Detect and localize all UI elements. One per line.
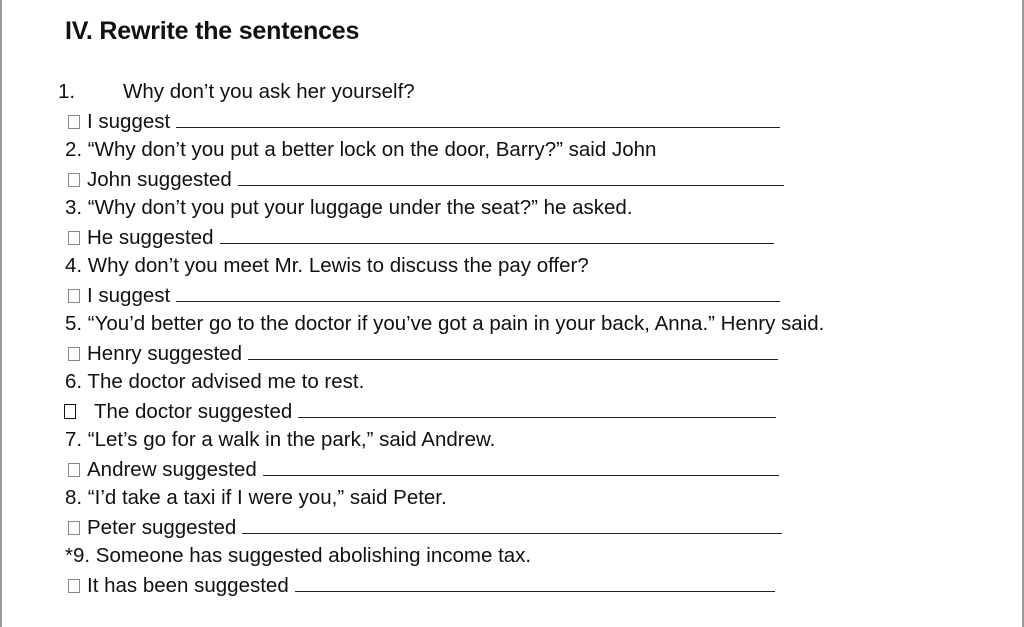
item-2-answer-blank[interactable]: [238, 166, 784, 186]
item-9-answer-line: [68, 572, 775, 599]
item-1-number: 1.: [58, 80, 76, 103]
item-9-question: *9. Someone has suggested abolishing income tax.: [65, 544, 532, 567]
checkbox-icon: [68, 115, 80, 129]
item-3-answer-line: [68, 224, 774, 251]
item-2-answer-line: [68, 166, 784, 193]
item-3-question: 3. “Why don’t you put your luggage under the seat?” he asked.: [65, 196, 633, 219]
item-5-answer-start: Henry suggested: [87, 342, 242, 365]
item-7-answer-start: Andrew suggested: [87, 458, 257, 481]
item-7-question: 7. “Let’s go for a walk in the park,” said Andrew.: [65, 428, 496, 451]
item-5-answer-blank[interactable]: [248, 340, 778, 360]
item-1-question: Why don’t you ask her yourself?: [123, 80, 415, 103]
item-8-answer-start: Peter suggested: [87, 516, 237, 539]
item-3-answer-start: He suggested: [87, 226, 214, 249]
item-2-question: 2. “Why don’t you put a better lock on the door, Barry?” said John: [65, 138, 657, 161]
item-5-answer-line: [68, 340, 778, 367]
checkbox-icon: [68, 289, 80, 303]
item-9-answer-start: It has been suggested: [87, 574, 289, 597]
checkbox-icon: [68, 173, 80, 187]
checkbox-icon: [68, 463, 80, 477]
item-6-question: 6. The doctor advised me to rest.: [65, 370, 365, 393]
item-4-answer-line: [68, 282, 780, 309]
checkbox-icon: [64, 404, 76, 419]
item-4-answer-start: I suggest: [87, 284, 171, 307]
item-6-answer-blank[interactable]: [298, 398, 776, 418]
item-1-answer-start: I suggest: [87, 110, 171, 133]
section-heading: IV. Rewrite the sentences: [65, 17, 360, 45]
item-1-answer-blank[interactable]: [176, 108, 780, 128]
item-6-answer-line: [64, 398, 776, 425]
item-1-answer-line: [68, 108, 780, 135]
item-4-question: 4. Why don’t you meet Mr. Lewis to discuss the pay offer?: [65, 254, 589, 277]
checkbox-icon: [68, 231, 80, 245]
item-8-answer-line: [68, 514, 782, 541]
item-8-answer-blank[interactable]: [242, 514, 782, 534]
item-8-question: 8. “I’d take a taxi if I were you,” said Peter.: [65, 486, 447, 509]
checkbox-icon: [68, 579, 80, 593]
checkbox-icon: [68, 347, 80, 361]
item-4-answer-blank[interactable]: [176, 282, 780, 302]
item-5-question: 5. “You’d better go to the doctor if you’ve got a pain in your back, Anna.” Henry said.: [65, 312, 825, 335]
checkbox-icon: [68, 521, 80, 535]
item-7-answer-line: [68, 456, 779, 483]
item-2-answer-start: John suggested: [87, 168, 232, 191]
item-9-answer-blank[interactable]: [295, 572, 775, 592]
item-6-answer-start: The doctor suggested: [94, 400, 293, 423]
item-7-answer-blank[interactable]: [263, 456, 779, 476]
item-3-answer-blank[interactable]: [220, 224, 774, 244]
